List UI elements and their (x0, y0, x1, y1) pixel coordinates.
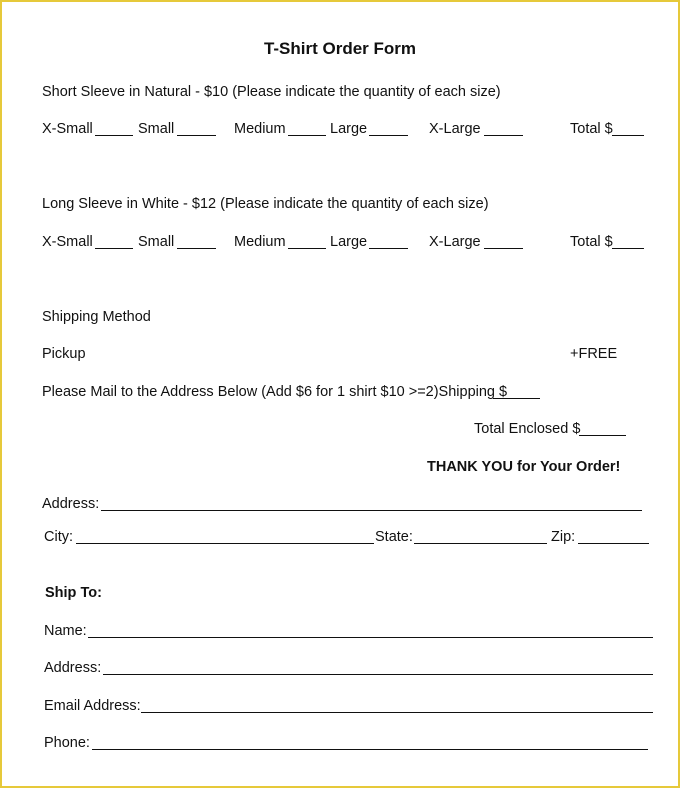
short-s-label: Small (138, 121, 175, 137)
state-label: State: (375, 529, 413, 545)
email-field[interactable] (141, 712, 653, 713)
short-total-label: Total $ (570, 121, 613, 137)
city-field[interactable] (76, 543, 374, 544)
short-l-label: Large (330, 121, 368, 137)
long-total-label: Total $ (570, 234, 613, 250)
short-xl-label: X-Large (429, 121, 481, 137)
short-sleeve-heading: Short Sleeve in Natural - $10 (Please indicate the quantity of each size) (42, 84, 501, 100)
state-field[interactable] (414, 543, 547, 544)
name-label: Name: (44, 623, 87, 639)
shipping-amount-field[interactable] (493, 398, 540, 399)
phone-label: Phone: (44, 735, 90, 751)
address-field[interactable] (101, 510, 642, 511)
pickup-price: +FREE (570, 346, 618, 362)
short-total-field[interactable] (612, 135, 644, 136)
long-m-label: Medium (234, 234, 286, 250)
short-xs-qty-field[interactable] (95, 135, 133, 136)
ship-address-label: Address: (44, 660, 102, 676)
long-l-qty-field[interactable] (369, 248, 408, 249)
zip-field[interactable] (578, 543, 649, 544)
total-enclosed-field[interactable] (579, 435, 626, 436)
thank-you-text: THANK YOU for Your Order! (427, 459, 621, 475)
long-l-label: Large (330, 234, 368, 250)
short-xl-qty-field[interactable] (484, 135, 523, 136)
short-m-qty-field[interactable] (288, 135, 326, 136)
long-xl-qty-field[interactable] (484, 248, 523, 249)
long-xs-label: X-Small (42, 234, 93, 250)
short-m-label: Medium (234, 121, 286, 137)
phone-field[interactable] (92, 749, 648, 750)
short-xs-label: X-Small (42, 121, 93, 137)
email-label: Email Address: (44, 698, 141, 714)
long-s-qty-field[interactable] (177, 248, 216, 249)
ship-address-field[interactable] (103, 674, 653, 675)
short-s-qty-field[interactable] (177, 135, 216, 136)
name-field[interactable] (88, 637, 653, 638)
long-m-qty-field[interactable] (288, 248, 326, 249)
shipping-method-heading: Shipping Method (42, 309, 151, 325)
form-title: T-Shirt Order Form (263, 39, 417, 58)
long-xs-qty-field[interactable] (95, 248, 133, 249)
long-s-label: Small (138, 234, 175, 250)
long-xl-label: X-Large (429, 234, 481, 250)
long-sleeve-heading: Long Sleeve in White - $12 (Please indicate the quantity of each size) (42, 196, 489, 212)
city-label: City: (44, 529, 73, 545)
pickup-label: Pickup (42, 346, 86, 362)
zip-label: Zip: (551, 529, 576, 545)
long-total-field[interactable] (612, 248, 644, 249)
ship-to-heading: Ship To: (45, 585, 102, 601)
short-l-qty-field[interactable] (369, 135, 408, 136)
total-enclosed-label: Total Enclosed $ (474, 421, 581, 437)
mail-shipping-label: Please Mail to the Address Below (Add $6 for 1 shirt $10 >=2)Shipping $ (42, 384, 508, 400)
address-label: Address: (42, 496, 100, 512)
